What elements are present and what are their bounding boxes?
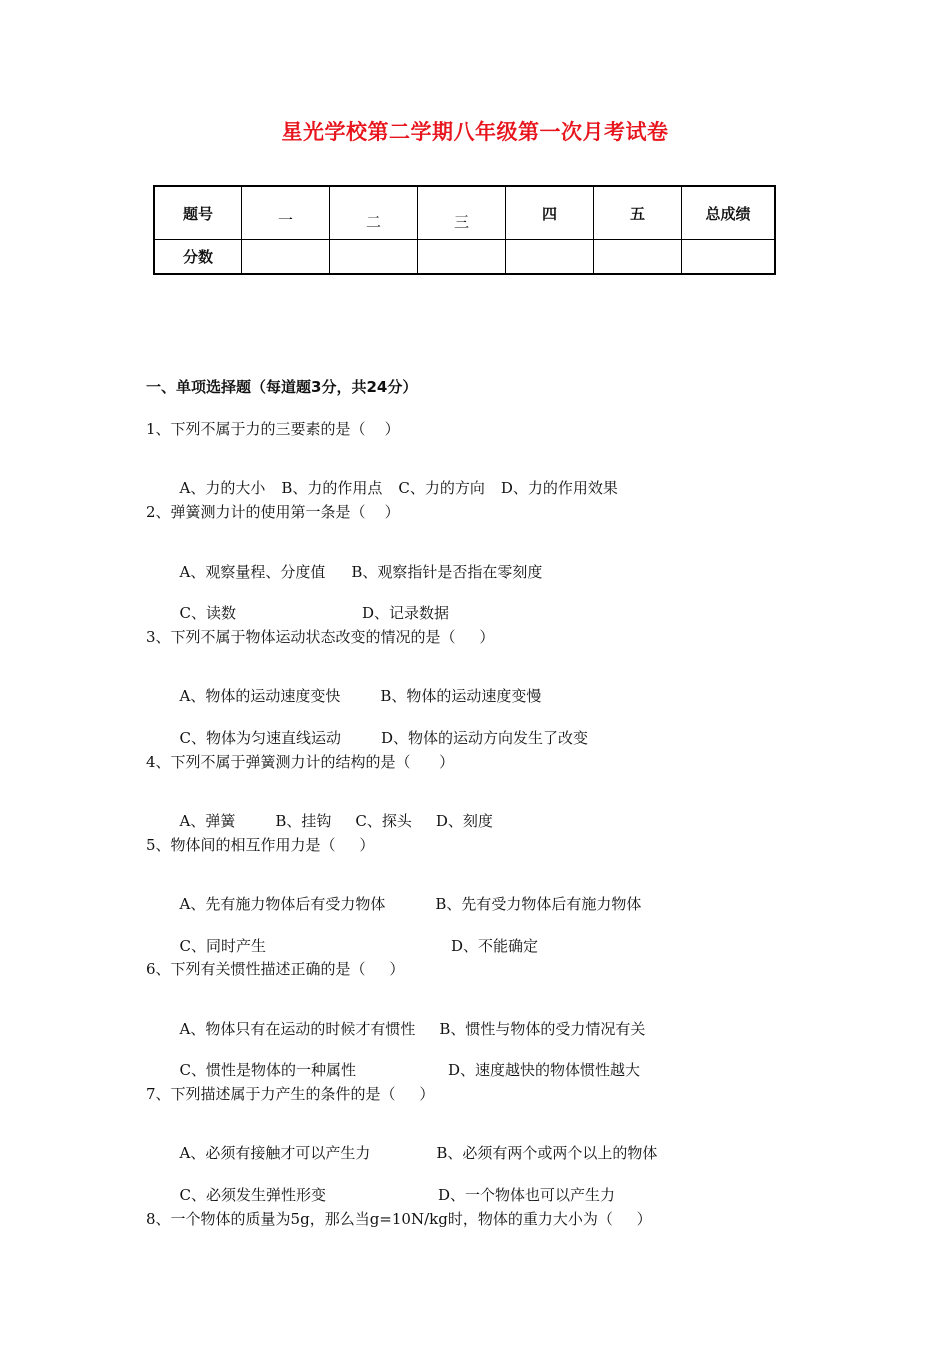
section-5-header: 五 xyxy=(594,186,682,240)
question-options-2-row2 xyxy=(170,584,449,623)
question-options-2-row1 xyxy=(170,543,542,582)
option-a: A、物体只有在运动的时候才有惯性 xyxy=(179,1020,416,1038)
question-stem-5: 5、物体间的相互作用力是（ ） xyxy=(146,836,375,854)
option-d: D、刻度 xyxy=(435,812,493,830)
option-d: D、力的作用效果 xyxy=(500,479,618,497)
section-2-header: 二 xyxy=(330,186,418,240)
option-d: D、速度越快的物体惯性越大 xyxy=(448,1061,641,1079)
option-d: D、不能确定 xyxy=(451,937,539,955)
question-options-7-row1 xyxy=(170,1124,657,1163)
question-options-7-row2 xyxy=(170,1166,615,1205)
score-cell-1[interactable] xyxy=(242,240,330,275)
option-a: A、先有施力物体后有受力物体 xyxy=(179,895,386,913)
option-c: C、读数 xyxy=(179,604,237,622)
exam-title: 星光学校第二学期八年级第一次月考试卷 xyxy=(281,120,669,144)
question-stem-8: 8、一个物体的质量为5g，那么当g=10N/kg时，物体的重力大小为（ ） xyxy=(146,1210,652,1228)
option-b: B、必须有两个或两个以上的物体 xyxy=(436,1144,658,1162)
question-stem-1: 1、下列不属于力的三要素的是（ ） xyxy=(146,420,400,438)
question-options-5-row1 xyxy=(170,875,641,914)
option-a: A、观察量程、分度值 xyxy=(179,563,326,581)
question-options-3-row1 xyxy=(170,667,541,706)
question-stem-4: 4、下列不属于弹簧测力计的结构的是（ ） xyxy=(146,753,455,771)
question-options-4 xyxy=(170,792,493,831)
option-c: C、力的方向 xyxy=(398,479,485,497)
option-a: A、力的大小 xyxy=(179,479,266,497)
option-c: C、同时产生 xyxy=(179,937,267,955)
section-1-header: 一 xyxy=(242,186,330,240)
option-b: B、先有受力物体后有施力物体 xyxy=(435,895,642,913)
total-score-header: 总成绩 xyxy=(682,186,776,240)
question-options-5-row2 xyxy=(170,917,538,956)
option-c: C、惯性是物体的一种属性 xyxy=(179,1061,357,1079)
option-d: D、物体的运动方向发生了改变 xyxy=(381,729,589,747)
score-cell-total[interactable] xyxy=(682,240,776,275)
option-c: C、探头 xyxy=(355,812,412,830)
question-options-1 xyxy=(170,459,618,498)
section-3-header: 三 xyxy=(418,186,506,240)
question-number-label: 题号 xyxy=(154,186,242,240)
score-cell-2[interactable] xyxy=(330,240,418,275)
option-c: C、物体为匀速直线运动 xyxy=(179,729,342,747)
section-heading: 一、单项选择题（每道题3分，共24分） xyxy=(146,378,418,396)
score-table xyxy=(153,185,776,275)
question-stem-2: 2、弹簧测力计的使用第一条是（ ） xyxy=(146,503,400,521)
score-label: 分数 xyxy=(154,240,242,275)
question-stem-7: 7、下列描述属于力产生的条件的是（ ） xyxy=(146,1085,435,1103)
option-a: A、弹簧 xyxy=(179,812,236,830)
question-options-6-row2 xyxy=(170,1041,640,1080)
option-b: B、观察指针是否指在零刻度 xyxy=(351,563,543,581)
option-b: B、力的作用点 xyxy=(281,479,383,497)
section-4-header: 四 xyxy=(506,186,594,240)
option-a: A、必须有接触才可以产生力 xyxy=(179,1144,371,1162)
option-b: B、惯性与物体的受力情况有关 xyxy=(439,1020,646,1038)
score-cell-3[interactable] xyxy=(418,240,506,275)
question-stem-3: 3、下列不属于物体运动状态改变的情况的是（ ） xyxy=(146,628,495,646)
option-b: B、物体的运动速度变慢 xyxy=(380,687,542,705)
question-options-6-row1 xyxy=(170,1000,645,1039)
score-table-header-row xyxy=(154,186,775,240)
score-cell-4[interactable] xyxy=(506,240,594,275)
option-d: D、一个物体也可以产生力 xyxy=(438,1186,616,1204)
question-stem-6: 6、下列有关惯性描述正确的是（ ） xyxy=(146,960,405,978)
option-b: B、挂钩 xyxy=(275,812,332,830)
option-a: A、物体的运动速度变快 xyxy=(179,687,341,705)
score-cell-5[interactable] xyxy=(594,240,682,275)
question-options-3-row2 xyxy=(170,709,588,748)
option-d: D、记录数据 xyxy=(362,604,450,622)
option-c: C、必须发生弹性形变 xyxy=(179,1186,327,1204)
score-table-score-row xyxy=(154,240,775,275)
